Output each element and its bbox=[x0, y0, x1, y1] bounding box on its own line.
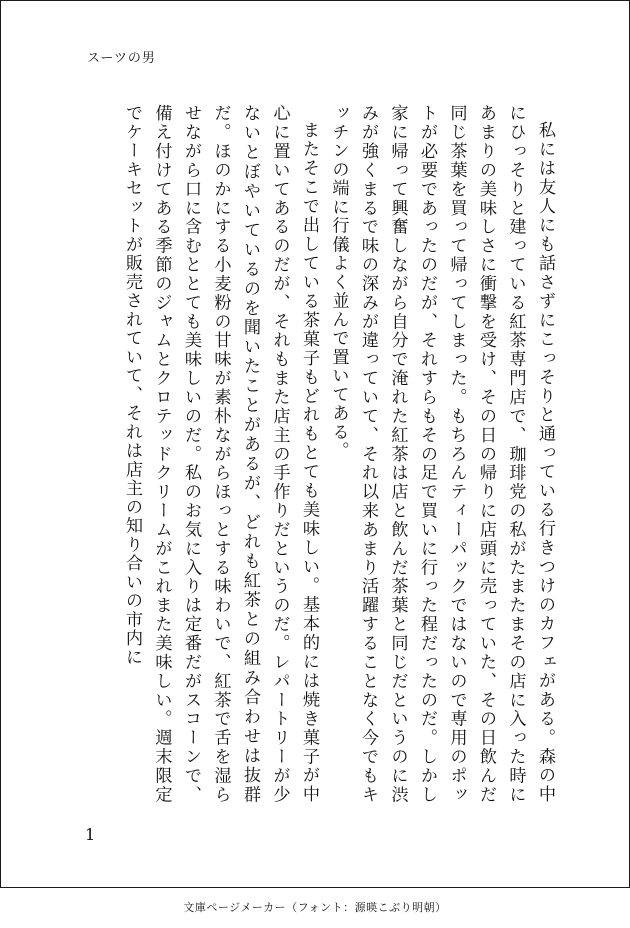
paragraph-1: 私には友人にも話さずにこっそりと通っている行きつけのカフェがある。森の中にひっそりと建っている紅茶専門店で、珈琲党の私がたまたまその店に入った時にあまりの美味しさに衝撃を受け、その日の帰りに店頭に売っていた、その日飲んだ同じ茶葉を買って帰ってしまった。もちろんティーパックではないので専用のポットが必要であったのだが、それすらもその足で買いに行った程だったのだ。しかし家に帰って興奮しながら自分で淹れた紅茶は店と飲んだ茶葉と同じだというのに渋みが強くまるで味の深みが違っていて、それ以来あまり活躍することなく今でもキッチンの端に行儀よく並んで置いてある。 bbox=[328, 104, 555, 804]
running-head: スーツの男 bbox=[87, 51, 156, 66]
page-number: 1 bbox=[85, 825, 96, 844]
paragraph-2: またそこで出している茶菓子もどれもとても美味しい。基本的には焼き菓子が中心に置いてあるのだが、それもまた店主の手作りだというのだ。レパートリーが少ないとぼやいているのを聞いたことがあるが、どれも紅茶との組み合わせは抜群だ。ほのかにする小麦粉の甘味が素朴ながらほっとする味わいで、紅茶で舌を湿らせながら口に含むととても美味しいのだ。私のお気に入りは定番だがスコーンで、備え付けてある季節のジャムとクロテッドクリームがこれまた美味しい。週末限定でケーキセットが販売されていて、それは店主の知り合いの市内に bbox=[122, 104, 319, 804]
footer-credit: 文庫ページメーカー（フォント：源暎こぶり明朝） bbox=[183, 901, 447, 914]
vertical-body-text bbox=[81, 104, 559, 804]
